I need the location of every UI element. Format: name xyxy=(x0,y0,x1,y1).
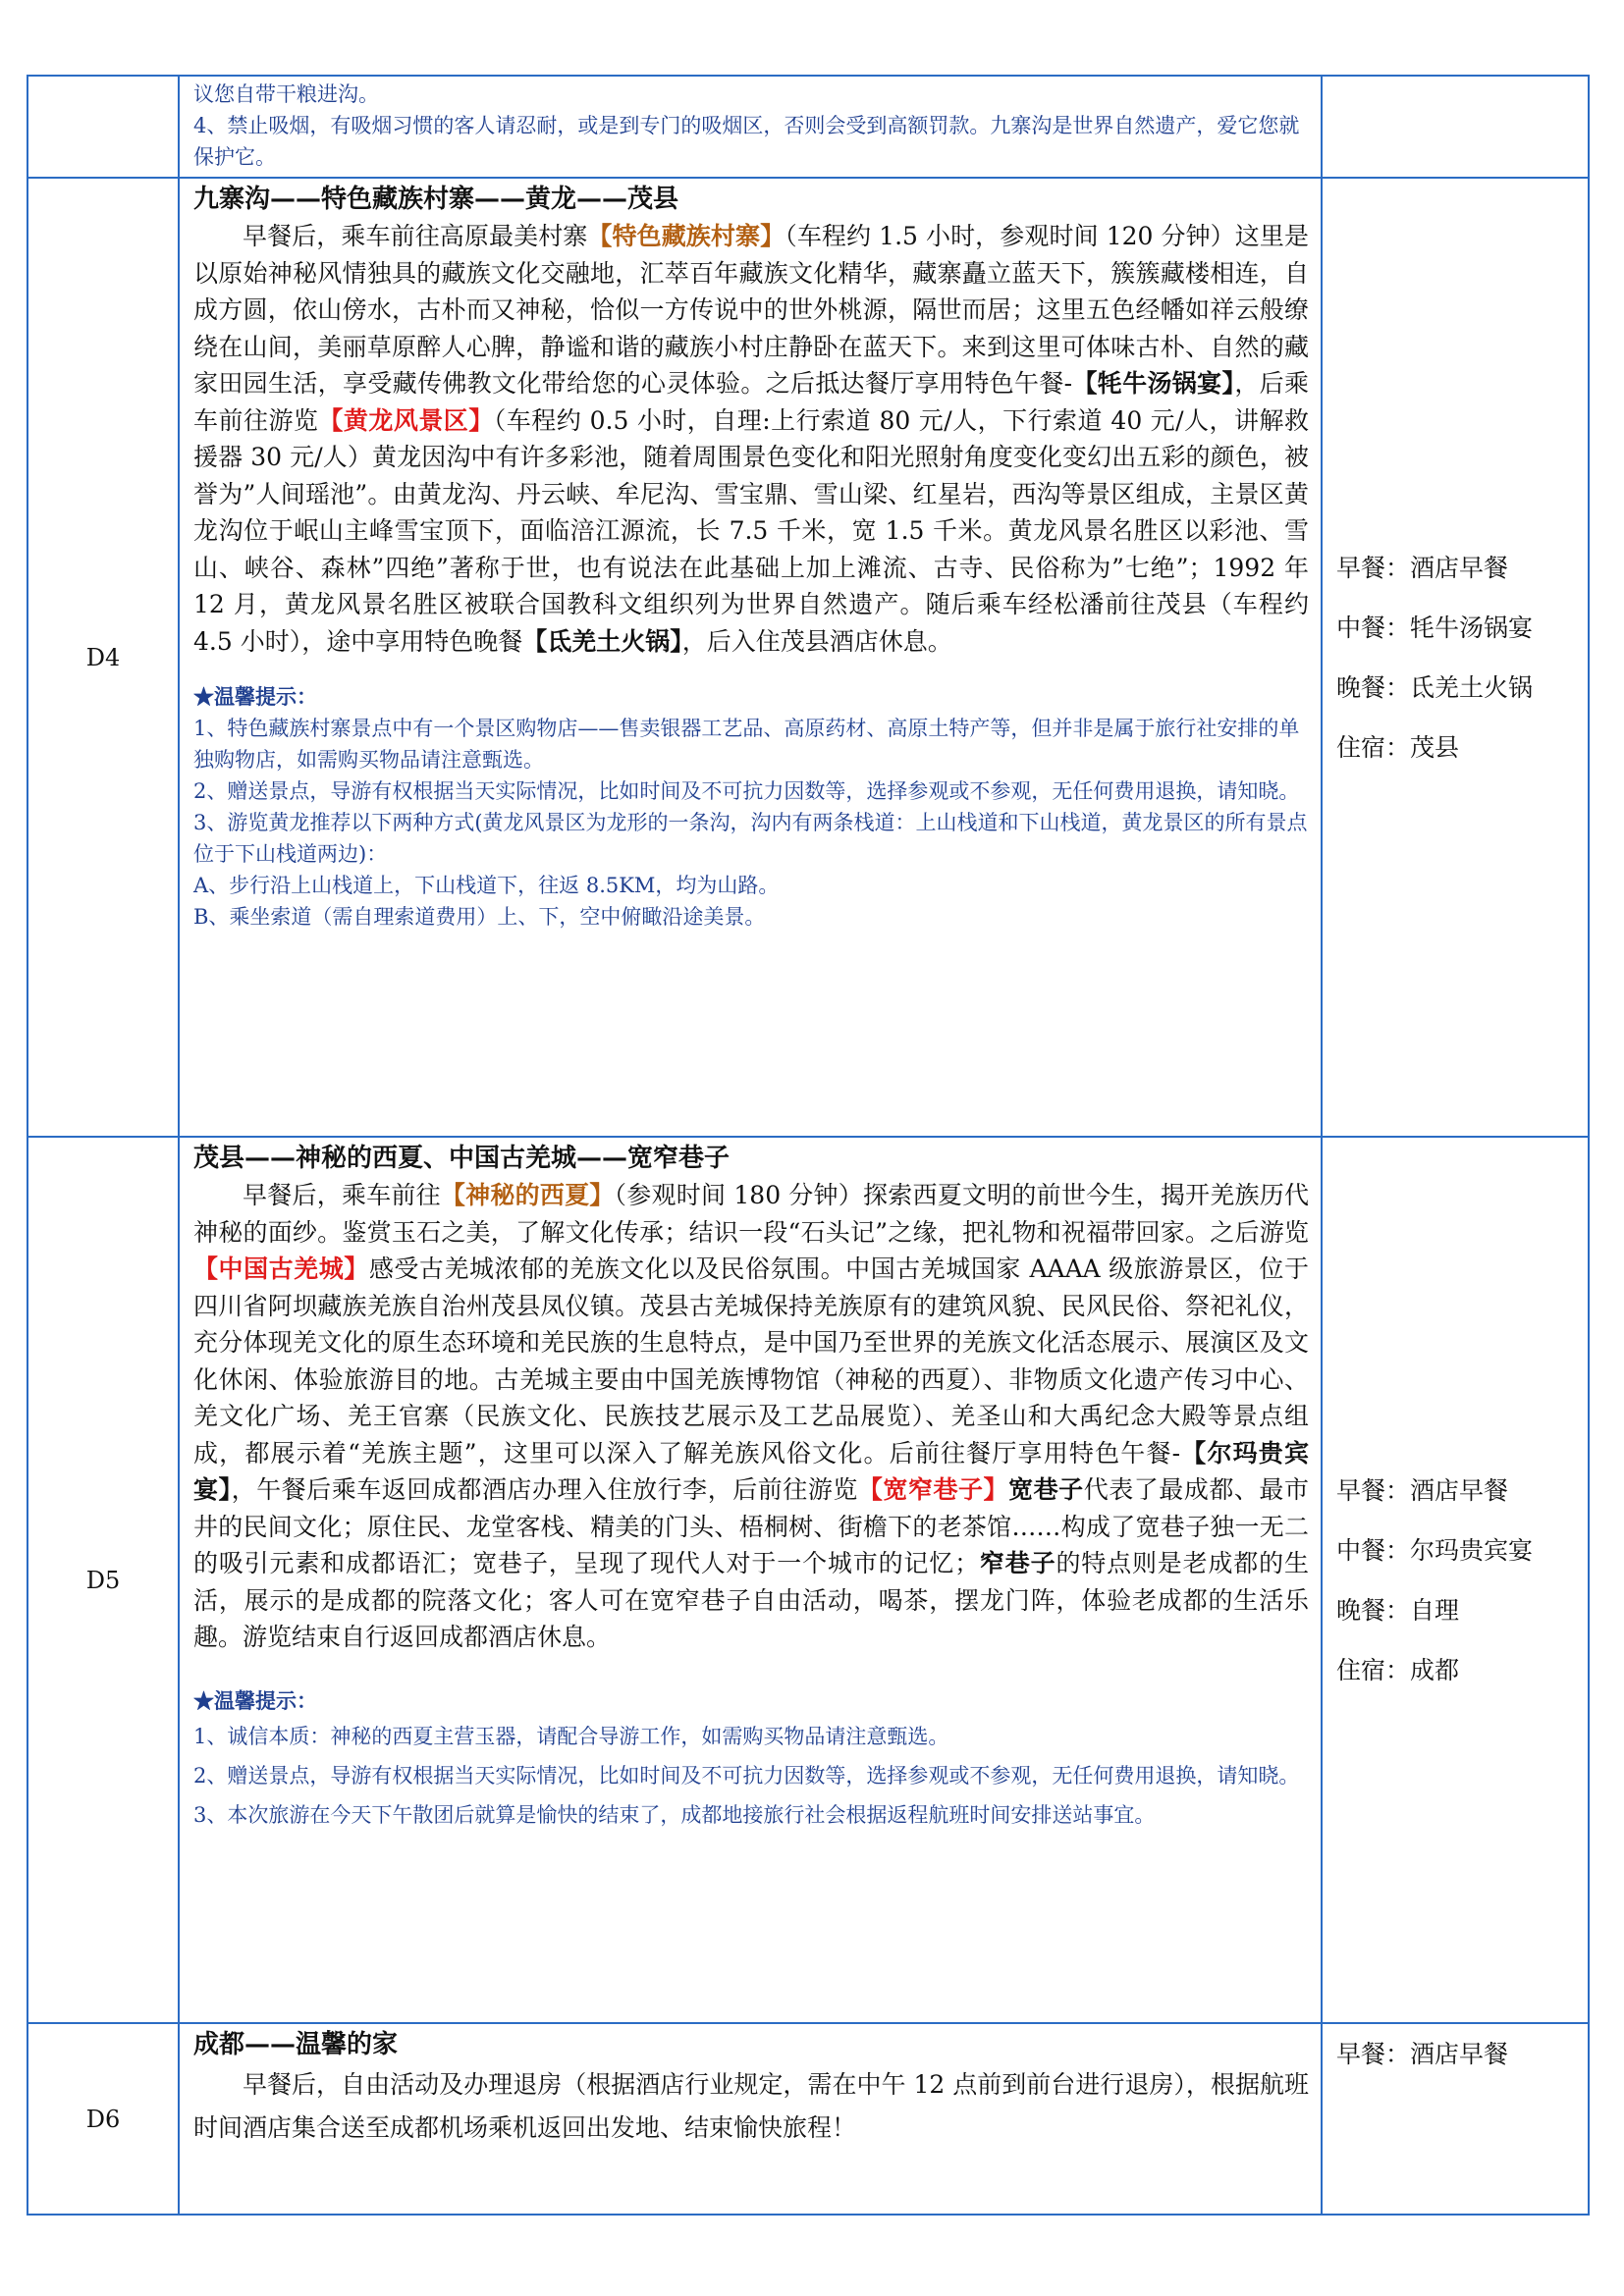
tip-line: 3、本次旅游在今天下午散团后就算是愉快的结束了，成都地接旅行社会根据返程航班时间安排送站事宜。 xyxy=(193,1802,1156,1827)
detail-cell xyxy=(179,2023,1322,2215)
meal-cell xyxy=(1322,178,1589,1137)
day-label: D6 xyxy=(27,2023,179,2215)
day-title: 成都——温馨的家 xyxy=(193,2030,399,2059)
itinerary-row-d4 xyxy=(27,178,1589,1137)
highlight-qiang-city: 【中国古羌城】 xyxy=(193,1255,369,1283)
meal-cell xyxy=(1322,2023,1589,2215)
tip-line: B、乘坐索道（需自理索道费用）上、下，空中俯瞰沿途美景。 xyxy=(193,905,766,929)
star-icon: ★ xyxy=(193,1687,214,1713)
itinerary-row-continued xyxy=(27,76,1589,178)
meal-breakfast: 早餐：酒店早餐 xyxy=(1336,1475,1509,1505)
star-icon: ★ xyxy=(193,684,214,709)
itinerary-row-d5 xyxy=(27,1137,1589,2023)
day-title: 九寨沟——特色藏族村寨——黄龙——茂县 xyxy=(193,185,679,214)
tips-heading: ★温馨提示： xyxy=(193,1687,317,1713)
detail-cell xyxy=(179,76,1322,178)
highlight-erma-banquet: 【尔玛贵宾宴】 xyxy=(193,1438,1309,1504)
day-title: 茂县——神秘的西夏、中国古羌城——宽窄巷子 xyxy=(193,1144,731,1173)
day-description: 早餐后，乘车前往高原最美村寨【特色藏族村寨】（车程约 1.5 小时，参观时间 120 分钟）这里是以原始神秘风情独具的藏族文化交融地，汇萃百年藏族文化精华，藏寨矗立蓝天下，簇簇藏楼相连，自成方圆，依山傍水，古朴而又神秘，恰似一方传说中的世外桃源，隔世而居；这里五色经幡如祥云般缭绕在山间，美丽草原醉人心脾，静谧和谐的藏族小村庄静卧在蓝天下。来到这里可体味古朴、自然的藏家田园生活，享受藏传佛教文化带给您的心灵体验。之后抵达餐厅享用特色午餐-【牦牛汤锅宴】，后乘车前往游览【黄龙风景区】（车程约 0.5 小时，自理:上行索道 80 元/人，下行索道 40 元/人，讲解救援器 30 元/人）黄龙因沟中有许多彩池，随着周围景色变化和阳光照射角度变化变幻出五彩的颜色，被誉为”人间瑶池”。由黄龙沟、丹云峡、牟尼沟、雪宝鼎、雪山梁、红星岩，西沟等景区组成，主景区黄龙沟位于岷山主峰雪宝顶下，面临涪江源流，长 7.5 千米，宽 1.5 千米。黄龙风景名胜区以彩池、雪山、峡谷、森林”四绝”著称于世，也有说法在此基础上加上滩流、古寺、民俗称为”七绝”；1992 年 12 月，黄龙风景名胜区被联合国教科文组织列为世界自然遗产。随后乘车经松潘前往茂县（车程约 4.5 小时），途中享用特色晚餐【氐羌土火锅】，后入住茂县酒店休息。 xyxy=(193,222,1309,656)
itinerary-table xyxy=(27,75,1590,2216)
meal-breakfast: 早餐：酒店早餐 xyxy=(1336,2040,1509,2068)
day-cell-empty xyxy=(27,76,179,178)
lodging: 住宿：成都 xyxy=(1336,1655,1460,1684)
meal-lunch: 中餐：尔玛贵宾宴 xyxy=(1336,1535,1534,1565)
meal-breakfast: 早餐：酒店早餐 xyxy=(1336,553,1509,582)
tip-line: 2、赠送景点，导游有权根据当天实际情况，比如时间及不可抗力因数等，选择参观或不参观，无任何费用退换，请知晓。 xyxy=(193,1763,1300,1788)
tip-line: 1、特色藏族村寨景点中有一个景区购物店——售卖银器工艺品、高原药材、高原土特产等，但并非是属于旅行社安排的单独购物店，如需购买物品请注意甄选。 xyxy=(193,717,1300,772)
tips-heading: ★温馨提示： xyxy=(193,684,317,709)
highlight-kuanzhai: 【宽窄巷子】 xyxy=(857,1475,1009,1504)
day-description: 早餐后，乘车前往【神秘的西夏】（参观时间 180 分钟）探索西夏文明的前世今生，揭开羌族历代神秘的面纱。鉴赏玉石之美，了解文化传承；结识一段“石头记”之缘，把礼物和祝福带回家。之后游览【中国古羌城】感受古羌城浓郁的羌族文化以及民俗氛围。中国古羌城国家 AAAA 级旅游景区，位于四川省阿坝藏族羌族自治州茂县凤仪镇。茂县古羌城保持羌族原有的建筑风貌、民风民俗、祭祀礼仪，充分体现羌文化的原生态环境和羌民族的生息特点，是中国乃至世界的羌族文化活态展示、展演区及文化休闲、体验旅游目的地。古羌城主要由中国羌族博物馆（神秘的西夏）、非物质文化遗产传习中心、羌文化广场、羌王官寨（民族文化、民族技艺展示及工艺品展览）、羌圣山和大禹纪念大殿等景点组成，都展示着“羌族主题”，这里可以深入了解羌族风俗文化。后前往餐厅享用特色午餐-【尔玛贵宾宴】，午餐后乘车返回成都酒店办理入住放行李，后前往游览【宽窄巷子】宽巷子代表了最成都、最市井的民间文化；原住民、龙堂客栈、精美的门头、梧桐树、街檐下的老茶馆……构成了宽巷子独一无二的吸引元素和成都语汇；宽巷子，呈现了现代人对于一个城市的记忆；窄巷子的特点则是老成都的生活，展示的是成都的院落文化；客人可在宽窄巷子自由活动，喝茶，摆龙门阵，体验老成都的生活乐趣。游览结束自行返回成都酒店休息。 xyxy=(193,1181,1309,1651)
meal-lunch: 中餐：牦牛汤锅宴 xyxy=(1336,613,1534,642)
meal-dinner: 晚餐：氐羌土火锅 xyxy=(1336,672,1534,702)
tip-line: 3、游览黄龙推荐以下两种方式(黄龙风景区为龙形的一条沟，沟内有两条栈道：上山栈道和下山栈道，黄龙景区的所有景点位于下山栈道两边)： xyxy=(193,811,1308,866)
tip-line: 4、禁止吸烟，有吸烟习惯的客人请忍耐，或是到专门的吸烟区，否则会受到高额罚款。九寨沟是世界自然遗产，爱它您就保护它。 xyxy=(193,114,1300,169)
itinerary-row-d6 xyxy=(27,2023,1589,2215)
highlight-tibetan-village: 【特色藏族村寨】 xyxy=(587,222,785,250)
detail-cell xyxy=(179,178,1322,1137)
highlight-huanglong: 【黄龙风景区】 xyxy=(318,405,494,435)
tip-line: A、步行沿上山栈道上，下山栈道下，往返 8.5KM，均为山路。 xyxy=(193,874,780,897)
day-description: 早餐后，自由活动及办理退房（根据酒店行业规定，需在中午 12 点前到前台进行退房），根据航班时间酒店集合送至成都机场乘机返回出发地、结束愉快旅程！ xyxy=(193,2070,1309,2142)
highlight-xixia: 【神秘的西夏】 xyxy=(440,1181,615,1209)
highlight-qiang-hotpot: 【氐羌土火锅】 xyxy=(522,626,682,656)
day-label: D4 xyxy=(27,178,179,1137)
tip-line: 议您自带干粮进沟。 xyxy=(193,82,379,106)
meal-cell-empty xyxy=(1322,76,1589,178)
lodging: 住宿：茂县 xyxy=(1336,732,1460,762)
meal-cell xyxy=(1322,1137,1589,2023)
detail-cell xyxy=(179,1137,1322,2023)
highlight-yak-hotpot: 【牦牛汤锅宴】 xyxy=(1072,369,1235,398)
day-label: D5 xyxy=(27,1137,179,2023)
meal-dinner: 晚餐：自理 xyxy=(1336,1595,1460,1625)
tip-line: 1、诚信本质：神秘的西夏主营玉器，请配合导游工作，如需购买物品请注意甄选。 xyxy=(193,1724,949,1748)
tip-line: 2、赠送景点，导游有权根据当天实际情况，比如时间及不可抗力因数等，选择参观或不参观，无任何费用退换，请知晓。 xyxy=(193,779,1300,803)
